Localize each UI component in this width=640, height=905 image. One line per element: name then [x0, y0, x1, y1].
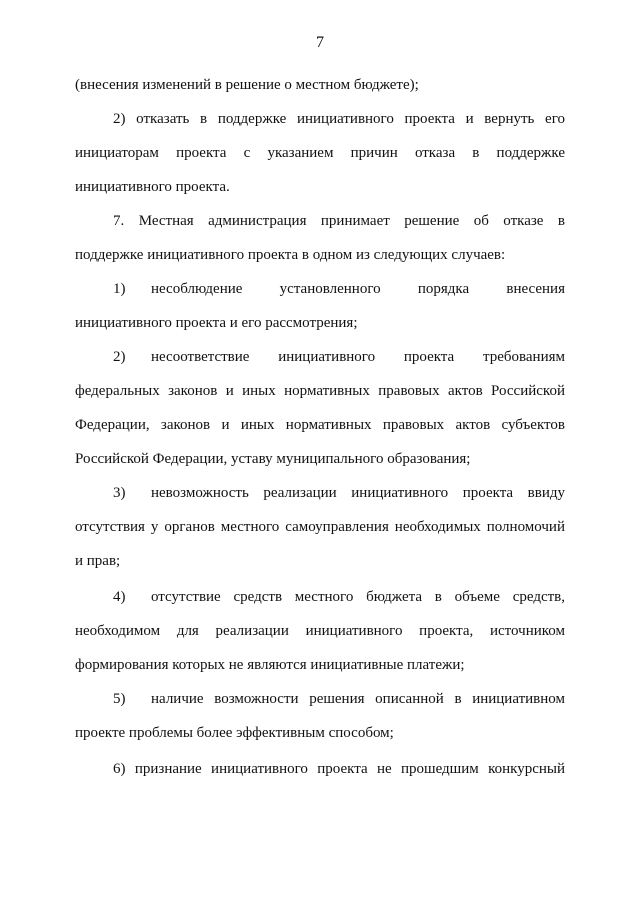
text-line: отсутствие средств местного бюджета в объеме средств, [151, 589, 565, 605]
page-number: 7 [316, 34, 324, 51]
text-line: 6) признание инициативного проекта не прошедшим конкурсный [113, 761, 565, 777]
text-line: федеральных законов и иных нормативных правовых актов Российской [75, 383, 565, 399]
text-line: Федерации, законов и иных нормативных правовых актов субъектов [75, 417, 565, 433]
text-line: необходимом для реализации инициативного проекта, источником [75, 623, 565, 639]
text-line: наличие возможности решения описанной в инициативном [151, 691, 565, 707]
text-line: Российской Федерации, уставу муниципального образования; [75, 451, 471, 467]
list-marker: 5) [113, 691, 126, 707]
text-line: 7. Местная администрация принимает решение об отказе в [113, 213, 565, 229]
text-line: инициативного проекта. [75, 179, 230, 195]
text-line: несоответствие инициативного проекта требованиям [151, 349, 565, 365]
text-line: (внесения изменений в решение о местном бюджете); [75, 77, 419, 93]
text-line: несоблюдение установленного порядка внесения [151, 281, 565, 297]
text-line: отсутствия у органов местного самоуправления необходимых полномочий [75, 519, 565, 535]
list-marker: 4) [113, 589, 126, 605]
list-marker: 1) [113, 281, 126, 297]
list-marker: 3) [113, 485, 126, 501]
list-marker: 2) [113, 349, 126, 365]
text-line: проекте проблемы более эффективным способом; [75, 725, 394, 741]
text-line: невозможность реализации инициативного проекта ввиду [151, 485, 565, 501]
text-line: инициаторам проекта с указанием причин отказа в поддержке [75, 145, 565, 161]
text-line: и прав; [75, 553, 121, 569]
text-line: поддержке инициативного проекта в одном из следующих случаев: [75, 247, 506, 263]
text-line: инициативного проекта и его рассмотрения; [75, 315, 358, 331]
text-line: формирования которых не являются инициативные платежи; [75, 657, 465, 673]
text-line: 2) отказать в поддержке инициативного проекта и вернуть его [113, 111, 565, 127]
